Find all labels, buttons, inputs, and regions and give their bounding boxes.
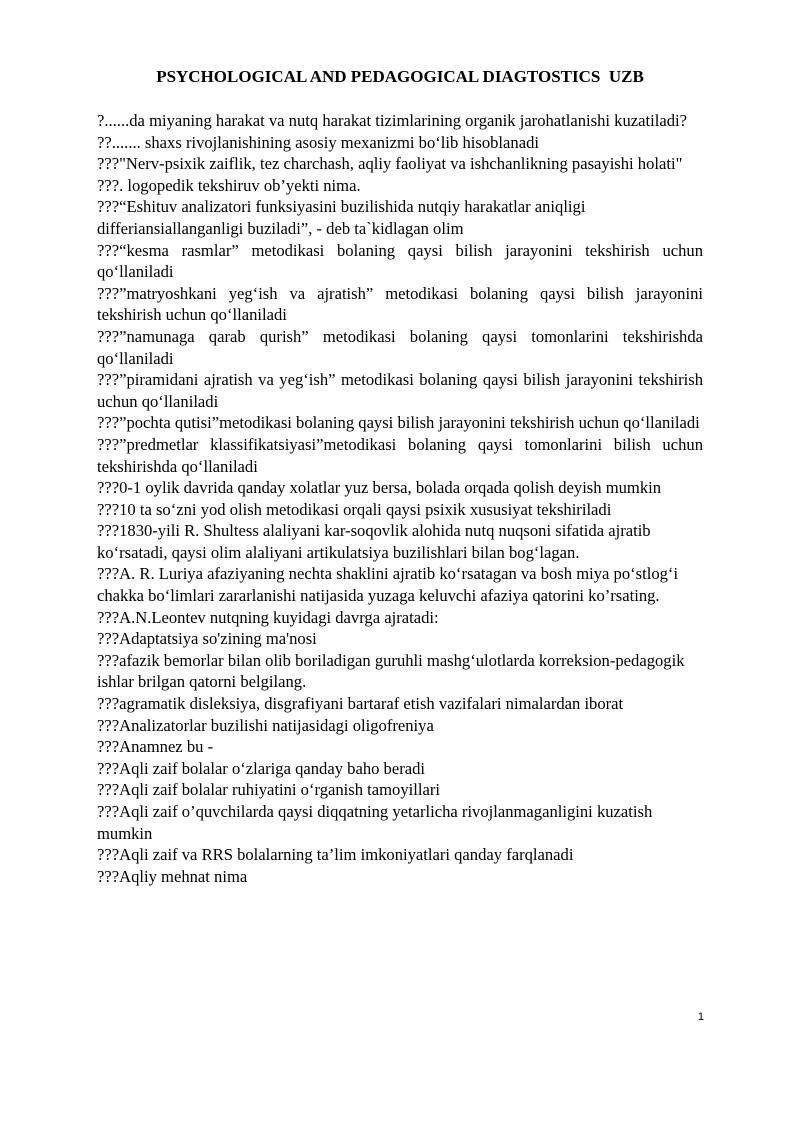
question-item: ?......da miyaning harakat va nutq harakat tizimlarining organik jarohatlanishi kuzatiladi?: [97, 111, 687, 130]
question-item: ???”matryoshkani yeg‘ish va ajratish” metodikasi bolaning qaysi bilish jarayonini tekshirish uchun qo‘llaniladi: [97, 283, 703, 325]
document-title: PSYCHOLOGICAL AND PEDAGOGICAL DIAGTOSTICS UZB: [156, 67, 644, 86]
question-item: ???Anamnez bu -: [97, 737, 214, 757]
question-item: ???”predmetlar klassifikatsiyasi”metodikasi bolaning qaysi tomonlarini bilish uchun tekshirishda qo‘llaniladi: [97, 434, 703, 476]
question-item: ???”pochta qutisi”metodikasi bolaning qaysi bilish jarayonini tekshirish uchun qo‘llaniladi: [97, 413, 700, 433]
question-item: ???afazik bemorlar bilan olib boriladigan guruhli mashg‘ulotlarda korreksion-pedagogik ishlar brilgan qatorni belgilang.: [97, 650, 685, 692]
question-list: [97, 110, 703, 887]
question-item: ???Analizatorlar buzilishi natijasidagi oligofreniya: [97, 715, 434, 735]
question-item: ???Aqliy mehnat nima: [97, 866, 248, 886]
question-item: ???1830-yili R. Shultess alaliyani kar-soqovlik alohida nutq nuqsoni sifatida ajratib ko‘rsatadi, qaysi olim alaliyani artikulatsiya buzilishlari bilan bog‘lagan.: [97, 521, 651, 562]
question-item: ???10 ta so‘zni yod olish metodikasi orqali qaysi psixik xususiyat tekshiriladi: [97, 499, 612, 519]
question-item: ???Aqli zaif va RRS bolalarning ta’lim imkoniyatlari qanday farqlanadi: [97, 845, 574, 865]
question-item: ???0-1 oylik davrida qanday xolatlar yuz bersa, bolada orqada qolish deyish mumkin: [97, 478, 662, 498]
question-item: ???“kesma rasmlar” metodikasi bolaning qaysi bilish jarayonini tekshirish uchun qo‘llaniladi: [97, 240, 703, 282]
question-item: ???”piramidani ajratish va yeg‘ish” metodikasi bolaning qaysi bilish jarayonini tekshirish uchun qo‘llaniladi: [97, 370, 703, 411]
question-item: ???Aqli zaif bolalar ruhiyatini o‘rganish tamoyillari: [97, 780, 440, 800]
question-item: ??....... shaxs rivojlanishining asosiy mexanizmi bo‘lib hisoblanadi: [97, 132, 539, 152]
page-number: 1: [697, 1011, 704, 1023]
question-item: ???A. R. Luriya afaziyaning nechta shaklini ajratib ko‘rsatagan va bosh miya po‘stlog‘i chakka bo‘limlari zararlanishi natijasida yuzaga keluvchi afaziya qatorini ko’rsating.: [97, 564, 679, 606]
question-item: ???Aqli zaif bolalar o‘zlariga qanday baho beradi: [97, 758, 426, 778]
question-item: ???”namunaga qarab qurish” metodikasi bolaning qaysi tomonlarini tekshirishda qo‘llaniladi: [97, 326, 703, 368]
question-item: ???“Eshituv analizatori funksiyasini buzilishida nutqiy harakatlar aniqligi differiansiallanganligi buziladi”, - deb ta`kidlagan olim: [97, 197, 586, 238]
question-item: ???A.N.Leontev nutqning kuyidagi davrga ajratadi:: [97, 607, 439, 627]
question-item: ???Adaptatsiya so'zining ma'nosi: [97, 629, 317, 649]
question-item: ???Aqli zaif o’quvchilarda qaysi diqqatning yetarlicha rivojlanmaganligini kuzatish mumkin: [97, 802, 653, 843]
question-item: ???"Nerv-psixik zaiflik, tez charchash, aqliy faoliyat va ishchanlikning pasayishi holati": [97, 154, 683, 174]
question-item: ???agramatik disleksiya, disgrafiyani bartaraf etish vazifalari nimalardan iborat: [97, 694, 624, 714]
question-item: ???. logopedik tekshiruv ob’yekti nima.: [97, 175, 361, 195]
